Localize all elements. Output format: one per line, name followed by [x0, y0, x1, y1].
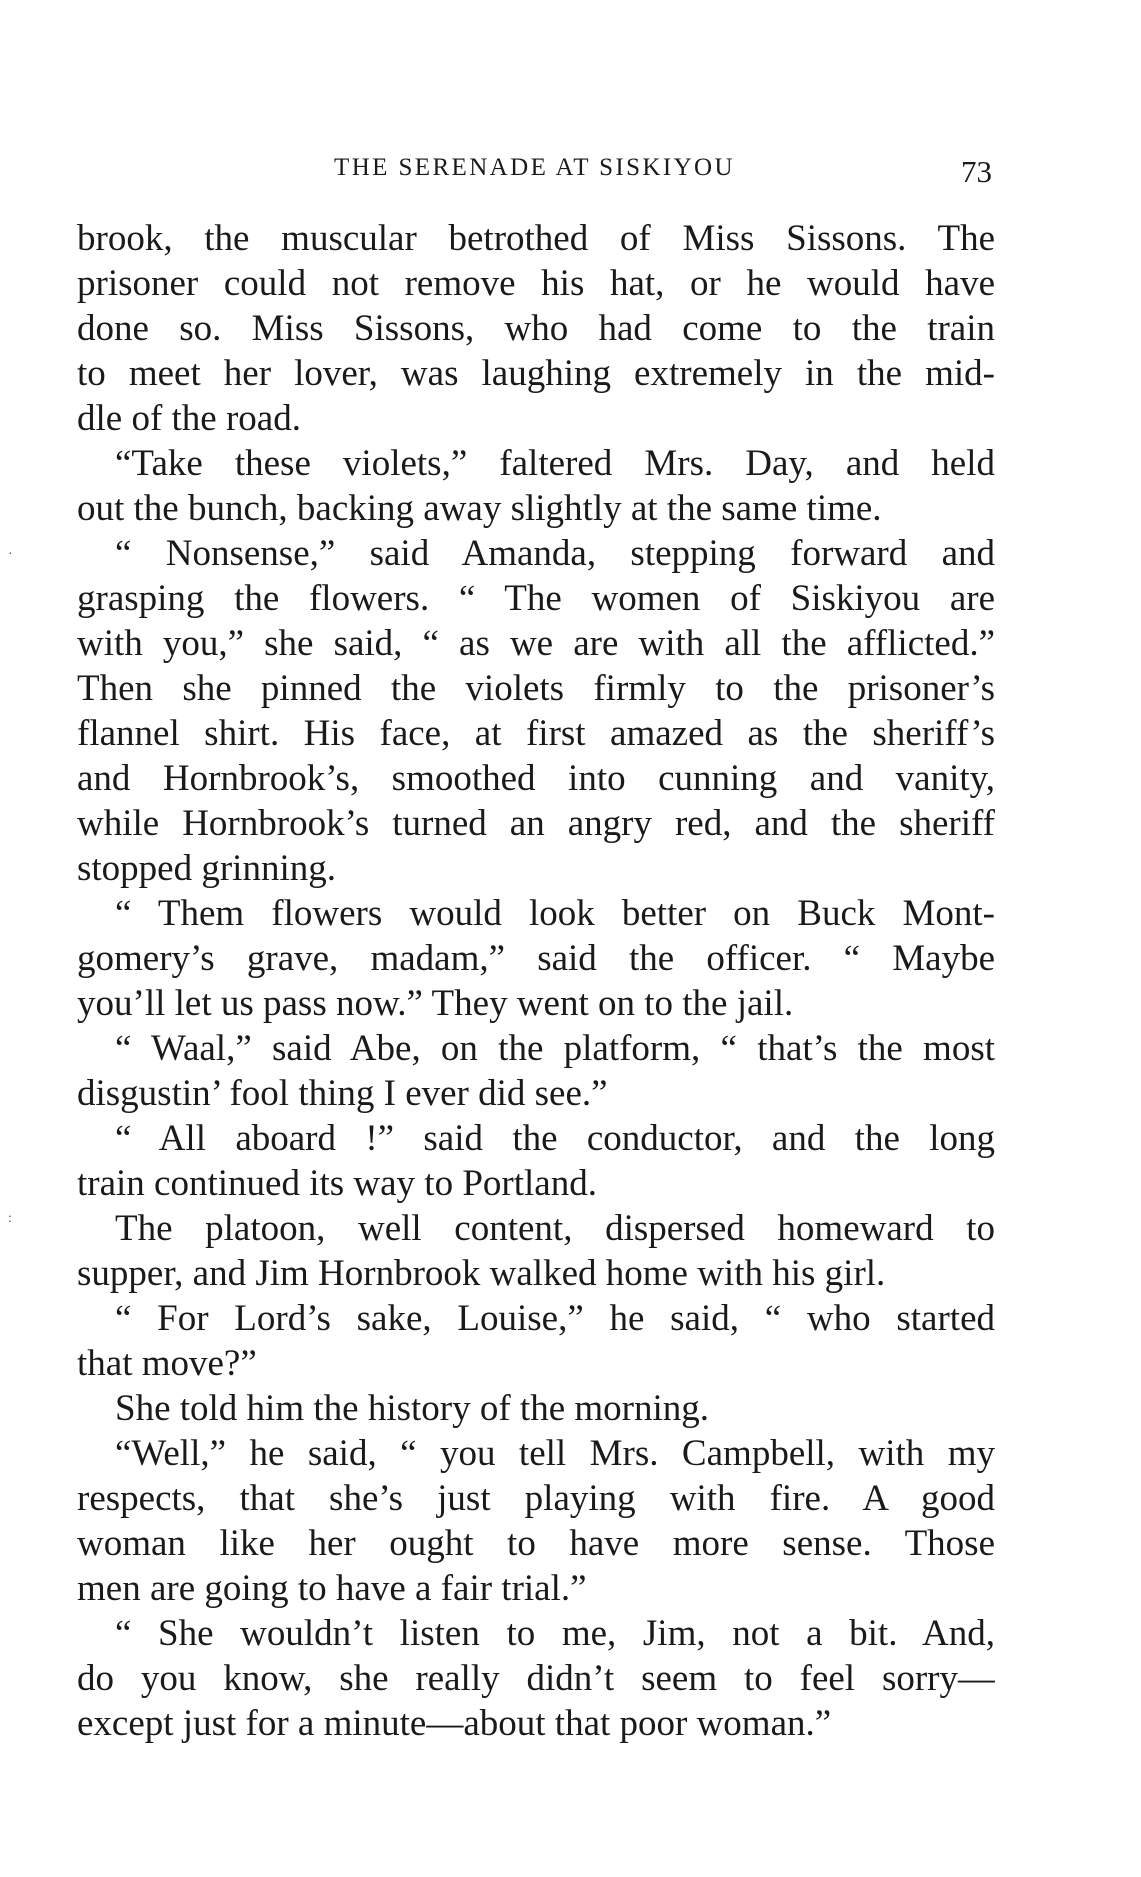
text-line: and Hornbrook’s, smoothed into cunning and vanity, [77, 758, 995, 799]
text-line: grasping the flowers. “ The women of Siskiyou are [77, 578, 995, 619]
text-line: supper, and Jim Hornbrook walked home with his girl. [77, 1253, 886, 1294]
running-title: THE SERENADE AT SISKIYOU [334, 154, 735, 181]
text-line: to meet her lover, was laughing extremely in the mid- [77, 353, 995, 394]
text-line: you’ll let us pass now.” They went on to the jail. [77, 983, 794, 1024]
text-line: “ All aboard !” said the conductor, and the long [115, 1118, 995, 1159]
text-line: out the bunch, backing away slightly at the same time. [77, 488, 882, 529]
text-line: brook, the muscular betrothed of Miss Sissons. The [77, 218, 995, 259]
text-line: with you,” she said, “ as we are with all the afflicted.” [77, 623, 995, 664]
text-line: “ Nonsense,” said Amanda, stepping forward and [115, 533, 995, 574]
text-line: respects, that she’s just playing with fire. A good [77, 1478, 995, 1519]
text-line: “ She wouldn’t listen to me, Jim, not a bit. And, [115, 1613, 995, 1654]
text-line: prisoner could not remove his hat, or he would have [77, 263, 995, 304]
text-line: do you know, she really didn’t seem to feel sorry— [77, 1658, 995, 1699]
text-line: “ Waal,” said Abe, on the platform, “ that’s the most [115, 1028, 995, 1069]
text-line: “ For Lord’s sake, Louise,” he said, “ who started [115, 1298, 995, 1339]
scan-speck: · [8, 547, 13, 562]
page-number: 73 [961, 154, 992, 189]
text-line: She told him the history of the morning. [115, 1388, 710, 1429]
text-line: woman like her ought to have more sense. Those [77, 1523, 995, 1564]
text-line: train continued its way to Portland. [77, 1163, 597, 1204]
running-head [77, 148, 992, 198]
text-line: stopped grinning. [77, 848, 336, 889]
text-line: done so. Miss Sissons, who had come to the train [77, 308, 995, 349]
text-line: “ Them flowers would look better on Buck Mont- [115, 893, 995, 934]
text-line: dle of the road. [77, 398, 301, 439]
body-text [77, 216, 995, 1746]
text-line: that move?” [77, 1343, 257, 1384]
text-line: except just for a minute—about that poor woman.” [77, 1703, 832, 1744]
text-line: flannel shirt. His face, at first amazed as the sheriff’s [77, 713, 995, 754]
text-line: “Take these violets,” faltered Mrs. Day, and held [115, 443, 995, 484]
text-line: while Hornbrook’s turned an angry red, and the sheriff [77, 803, 995, 844]
text-line: The platoon, well content, dispersed homeward to [115, 1208, 995, 1249]
text-line: “Well,” he said, “ you tell Mrs. Campbell, with my [115, 1433, 995, 1474]
text-line: disgustin’ fool thing I ever did see.” [77, 1073, 608, 1114]
text-line: Then she pinned the violets firmly to the prisoner’s [77, 668, 995, 709]
text-line: men are going to have a fair trial.” [77, 1568, 587, 1609]
scan-speck: : [8, 1211, 12, 1226]
text-line: gomery’s grave, madam,” said the officer. “ Maybe [77, 938, 995, 979]
